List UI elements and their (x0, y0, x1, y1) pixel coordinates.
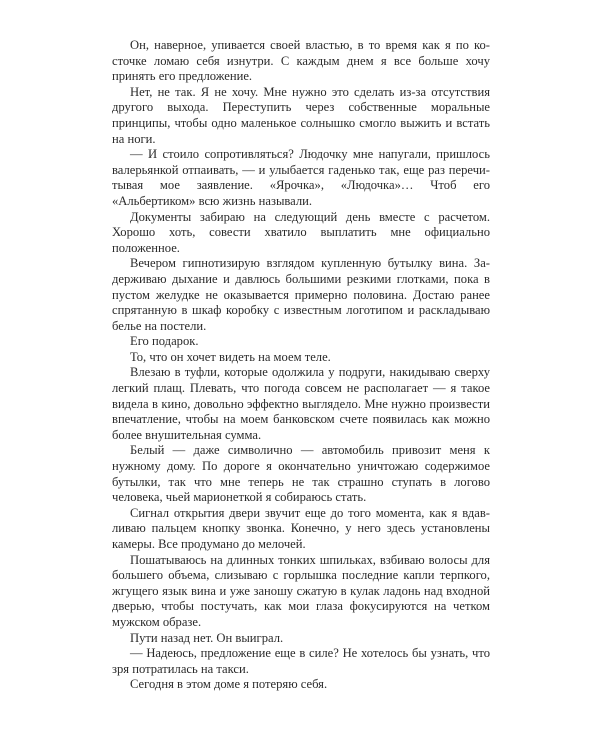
paragraph: Сегодня в этом доме я потеряю себя. (130, 677, 328, 692)
paragraph: Сигнал открытия двери звучит еще до того момента, как я вдавливаю пальцем кнопку звонка. Конечно, у него здесь установлены камеры. Все продумано до мелочей. (112, 505, 490, 551)
paragraph: Его подарок. (130, 334, 199, 349)
paragraph: Пошатываюсь на длинных тонких шпильках, взбиваю волосы для большего объема, слизываю с горлышка последние капли терпкого, жгущего язык вина и уже заношу сжатую в кулак ладонь над входной дверью, чтобы постучать, как мои глаза фокусируются на четком мужском образе. (112, 552, 490, 629)
paragraph: Влезаю в туфли, которые одолжила у подруги, накидываю сверху легкий плащ. Плевать, что погода совсем не располагает — я такое видела в кино, довольно эффектно выглядело. Мне нужно произвести впечатление, чтобы на моем банковском счете появилась как можно более внушительная сумма. (112, 365, 490, 442)
paragraph: Он, наверное, упивается своей властью, в то время как я по косточке ломаю себя изнутри. С каждым днем я все больше хочу принять его предложение. (112, 38, 490, 84)
book-page-text (112, 38, 490, 693)
paragraph: Нет, не так. Я не хочу. Мне нужно это сделать из-за отсутствия другого выхода. Переступить через собственные моральные принципы, чтобы одно маленькое солнышко смогло выжить и встать на ноги. (112, 84, 490, 146)
paragraph: Белый — даже символично — автомобиль привозит меня к нужному дому. По дороге я окончательно уничтожаю содержимое бутылки, так что мне теперь не так страшно ступать в логово человека, чьей марионеткой я собираюсь стать. (112, 443, 490, 505)
paragraph: Вечером гипнотизирую взглядом купленную бутылку вина. Задерживаю дыхание и давлюсь большими резкими глотками, пока в пустом желудке не оказывается примерно половина. Достаю ранее спрятанную в шкаф коробку с известным логотипом и раскладываю белье на постели. (112, 256, 490, 333)
paragraph: Документы забираю на следующий день вместе с расчетом. Хорошо хоть, совести хватило выплатить мне официально положенное. (112, 209, 490, 255)
paragraph: То, что он хочет видеть на моем теле. (130, 349, 331, 364)
paragraph: — И стоило сопротивляться? Людочку мне напугали, пришлось валерьянкой отпаивать, — и улыбается гаденько так, еще раз перечитывая мое заявление. «Ярочка», «Людочка»… Чтоб его «Альбертиком» всю жизнь называли. (112, 147, 490, 208)
paragraph: Пути назад нет. Он выиграл. (130, 630, 284, 645)
paragraph: — Надеюсь, предложение еще в силе? Не хотелось бы узнать, что зря потратилась на такси. (112, 646, 490, 676)
